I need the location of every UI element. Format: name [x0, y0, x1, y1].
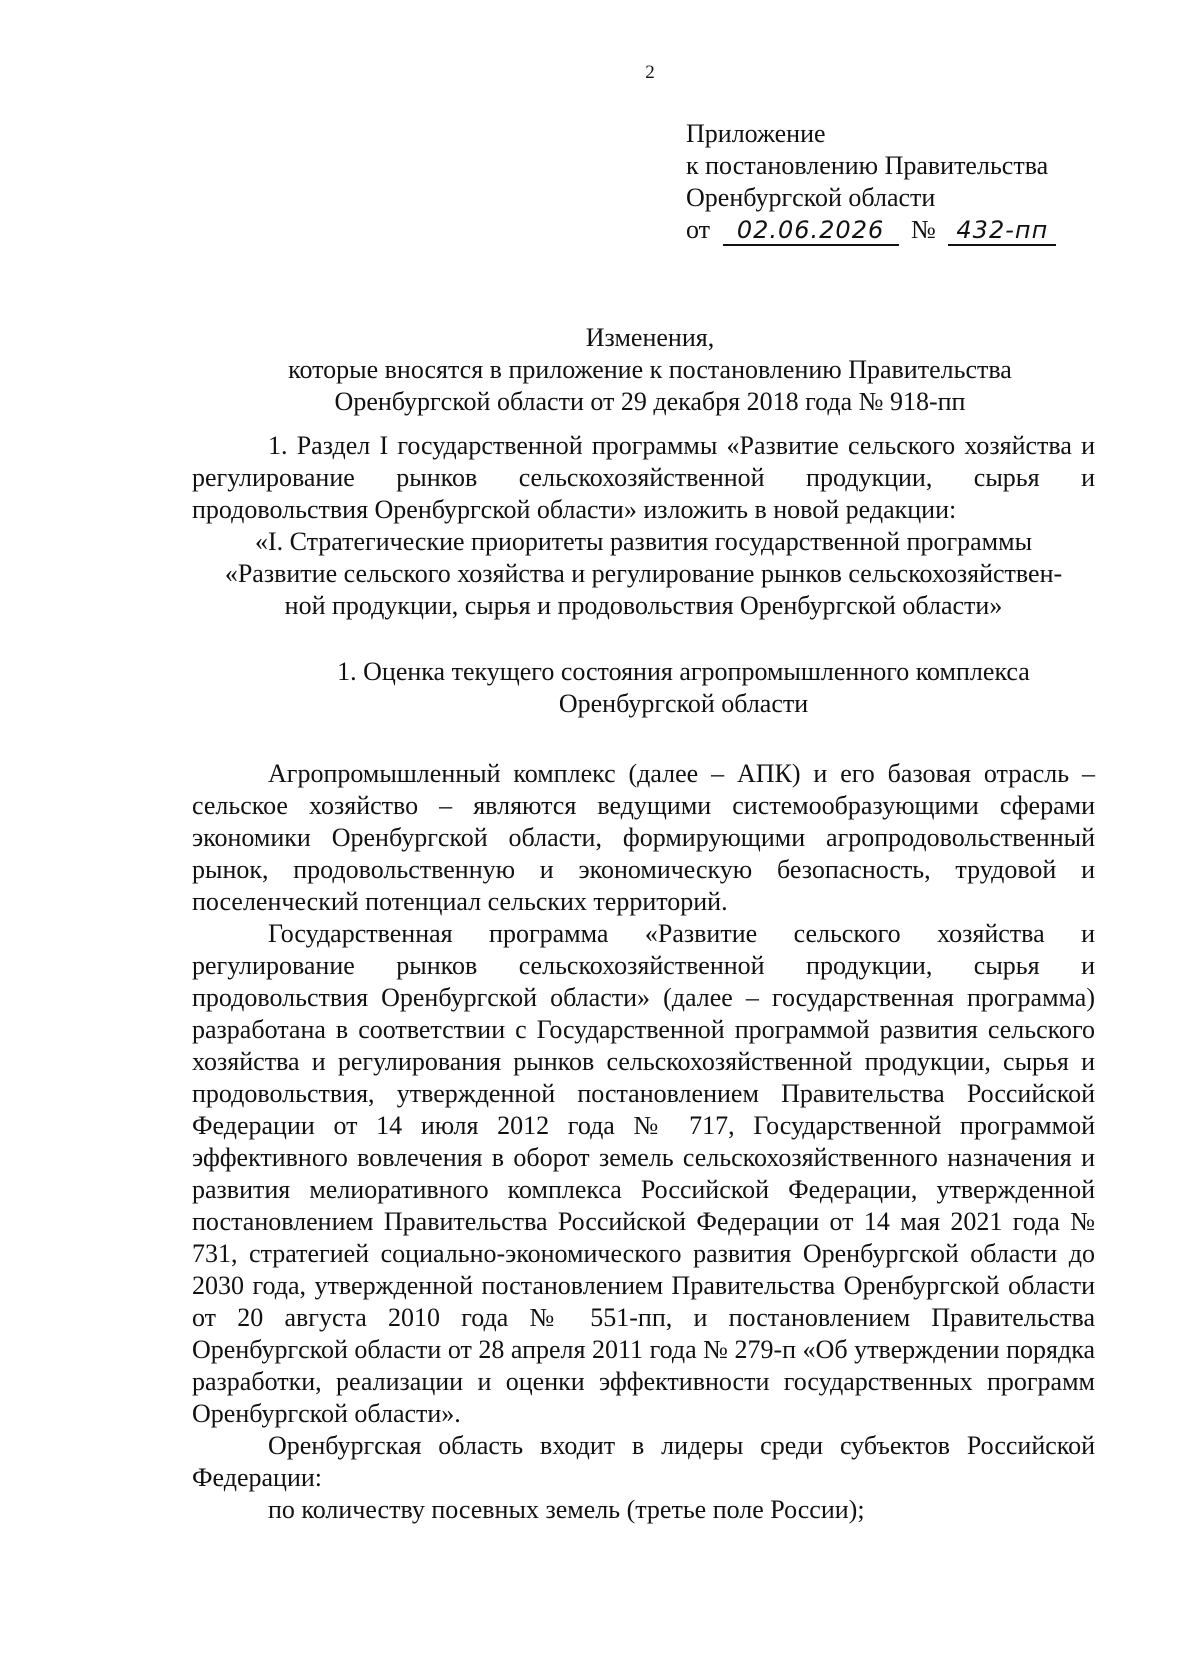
appendix-line-3: Оренбургской области	[686, 183, 936, 212]
appendix-line-1: Приложение	[686, 119, 826, 148]
document-title	[190, 322, 1110, 418]
title-line-2: которые вносятся в приложение к постановлению Правительства	[288, 355, 1012, 384]
number-sign: №	[911, 215, 936, 244]
quote-line-1: «I. Стратегические приоритеты развития государственной программы	[254, 527, 1033, 556]
body-paragraph-2: Государственная программа «Развитие сельского хозяйства и регулирование рынков сельскохозяйственной продукции, сырья и продовольствия Оренбургской области» (далее – государственная программа) разработана в соответствии с Государственной программой развития сельского хозяйства и регулирования рынков сельскохозяйственной продукции, сырья и продовольствия, утвержденной постановлением Правительства Российской Федерации от 14 июля 2012 года № 717, Государственной программой эффективного вовлечения в оборот земель сельскохозяйственного назначения и развития мелиоративного комплекса Российской Федерации, утвержденной постановлением Правительства Российской Федерации от 14 мая 2021 года № 731, стратегией социально-экономического развития Оренбургской области до 2030 года, утвержденной постановлением Правительства Оренбургской области от 20 августа 2010 года № 551-пп, и постановлением Правительства Оренбургской области от 28 апреля 2011 года № 279-п «Об утверждении порядка разработки, реализации и оценки эффективности государственных программ Оренбургской области».	[192, 919, 1095, 1428]
list-item: по количеству посевных земель (третье поле России);	[268, 1495, 865, 1524]
item-1-paragraph: 1. Раздел I государственной программы «Развитие сельского хозяйства и регулирование рынков сельскохозяйственной продукции, сырья и продовольствия Оренбургской области» изложить в новой редакции:	[192, 431, 1095, 524]
section-1-heading-line-2: Оренбургской области	[558, 689, 809, 718]
spacer	[192, 720, 1095, 758]
appendix-line-2: к постановлению Правительства	[686, 151, 1049, 180]
page-number: 2	[645, 62, 655, 83]
appendix-line-4	[686, 214, 1056, 246]
spacer	[192, 622, 1095, 656]
section-1-heading-line-1: 1. Оценка текущего состояния агропромышленного комплекса	[337, 657, 1030, 686]
title-line-3: Оренбургской области от 29 декабря 2018 года № 918-пп	[334, 387, 966, 416]
appendix-from-label: от	[686, 215, 711, 244]
title-line-1: Изменения,	[585, 323, 715, 352]
quote-line-2: «Развитие сельского хозяйства и регулирование рынков сельскохозяйствен-	[224, 559, 1063, 588]
body-paragraph-1: Агропромышленный комплекс (далее – АПК) и его базовая отрасль – сельское хозяйство – являются ведущими системообразующими сферами экономики Оренбургской области, формирующими агропродовольственный рынок, продовольственную и экономическую безопасность, трудовой и поселенческий потенциал сельских территорий.	[192, 759, 1095, 916]
body-paragraph-3: Оренбургская область входит в лидеры среди субъектов Российской Федерации:	[192, 1431, 1095, 1492]
handwritten-number: 432-пп	[948, 216, 1056, 246]
document-body	[192, 430, 1095, 1526]
quote-line-3: ной продукции, сырья и продовольствия Оренбургской области»	[284, 591, 1003, 620]
handwritten-date: 02.06.2026	[723, 216, 899, 246]
appendix-block	[686, 118, 1056, 246]
